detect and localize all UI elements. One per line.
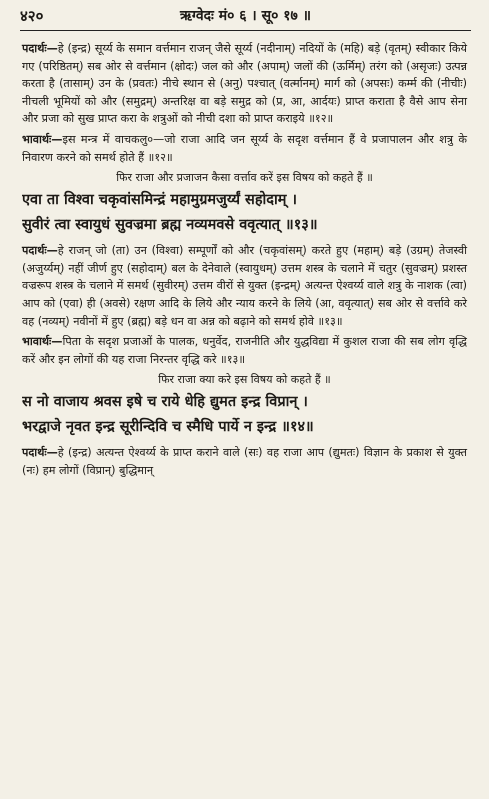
paragraph (22, 242, 467, 330)
paragraph-text: हे (इन्द्र) अत्यन्त ऐश्वर्य्य के प्राप्त कराने वाले (सः) वह राजा आप (द्युमतः) विज्ञान के प्रकाश से युक्त (नः) हम लोगों (विप्रान्) बुद्धिमान् (22, 446, 467, 477)
page-number: ४२० (20, 7, 44, 25)
mantra-line: सुवीरं त्वा स्वायुधं सुवज्रमा ब्रह्म नव्यमवसे ववृत्यात् ॥१३॥ (22, 217, 318, 234)
mantra-line: स नो वाजाय श्रवस इषे च राये धेहि द्युमत इन्द्र विप्रान् । (22, 394, 308, 411)
paragraph-text: हे राजन् जो (ता) उन (विश्वा) सम्पूर्णों को और (चकृवांसम्) करते हुए (महाम्) बड़े (उग्रम्) तेजस्वी (अजुर्य्यम्) नहीं जीर्ण हुए (सहोदाम्) बल के देनेवाले (स्वायुधम्) उत्तम शस्त्र के चलाने में चतुर (सुवज्रम्) प्रशस्त वज्ररूप शस्त्र के चलाने में समर्थ (सुवीरम्) उत्तम वीरों से युक्त (इन्द्रम्) अत्यन्त ऐश्वर्य्य वाले शत्रु के नाशक (त्वा) आप को (एवा) ही (अवसे) रक्षण आदि के लिये और न्याय करने के लिये (आ, ववृत्यात्) सब ओर से वर्त्तावे करे वह (नव्यम्) नवीनों में हुए (ब्रह्म) बड़े धन वा अन्न को बढ़ाने को समर्थ होवे ॥१३॥ (22, 244, 467, 328)
paragraph (22, 444, 467, 479)
mantra-line: एवा ता विश्वा चकृवांसमिन्द्रं महामुग्रमजुर्य्यं सहोदाम् । (22, 192, 297, 209)
paragraph (22, 40, 467, 128)
page-body (22, 40, 467, 480)
paragraph (22, 333, 467, 368)
header-rule (20, 30, 471, 31)
mantra-verse (22, 390, 467, 440)
topic-intro: फिर राजा और प्रजाजन कैसा वर्त्ताव करें इस विषय को कहते हैं ॥ (116, 171, 373, 185)
paragraph-text: इस मन्त्र में वाचकलु०—जो राजा आदि जन सूर्य्य के सदृश वर्त्तमान हैं वे प्रजापालन और शत्रु के निवारण करने को समर्थ होते हैं ॥१२॥ (22, 132, 467, 164)
section-label: भावार्थः— (22, 335, 63, 349)
mantra-line: भरद्वाजे नृवत इन्द्र सूरीन्दिवि च स्मैधि पार्ये न इन्द्र ॥१४॥ (22, 419, 314, 436)
section-label: भावार्थः— (22, 132, 63, 146)
running-title: ऋग्वेदः मं० ६ । सू० १७ ॥ (179, 8, 312, 24)
section-label: पदार्थः— (22, 446, 58, 460)
section-label: पदार्थः— (22, 42, 58, 55)
paragraph (22, 131, 467, 166)
topic-intro: फिर राजा क्या करे इस विषय को कहते हैं ॥ (158, 373, 331, 387)
paragraph-text: पिता के सदृश प्रजाओं के पालक, धनुर्वेद, राजनीति और युद्धविद्या में कुशल राजा की सब लोग वृद्धि करें और इन लोगों की यह राजा निरन्तर वृद्धि करे ॥१३॥ (22, 335, 467, 366)
paragraph-text: हे (इन्द्र) सूर्य्य के समान वर्त्तमान राजन् जैसे सूर्य्य (नदीनाम्) नदियों के (महि) बड़े (वृतम्) स्वीकार किये गए (परिष्ठितम्) सब ओर से वर्त्तमान (क्षोदः) जल को और (अपाम्) जलों की (ऊर्मिम्) तरंग को (असृजः) उत्पन्न करता है (तासाम्) उन के (प्रवतः) नीचे स्थान से (अनु) पश्चात् (वर्त्मानम्) मार्ग को (अपसः) कर्म्म की (नीचीः) नीचली भूमियों को और (समुद्रम्) अन्तरिक्ष वा बड़े समुद्र को (प्र, आ, आर्दयः) प्राप्त कराता है वैसे आप सेना और प्रजा को सुख प्राप्त करा के शत्रुओं को नीची दशा को प्राप्त कराइये ॥१२॥ (22, 42, 467, 126)
section-label: पदार्थः— (22, 244, 58, 258)
page-header (20, 6, 471, 30)
mantra-verse (22, 188, 467, 238)
